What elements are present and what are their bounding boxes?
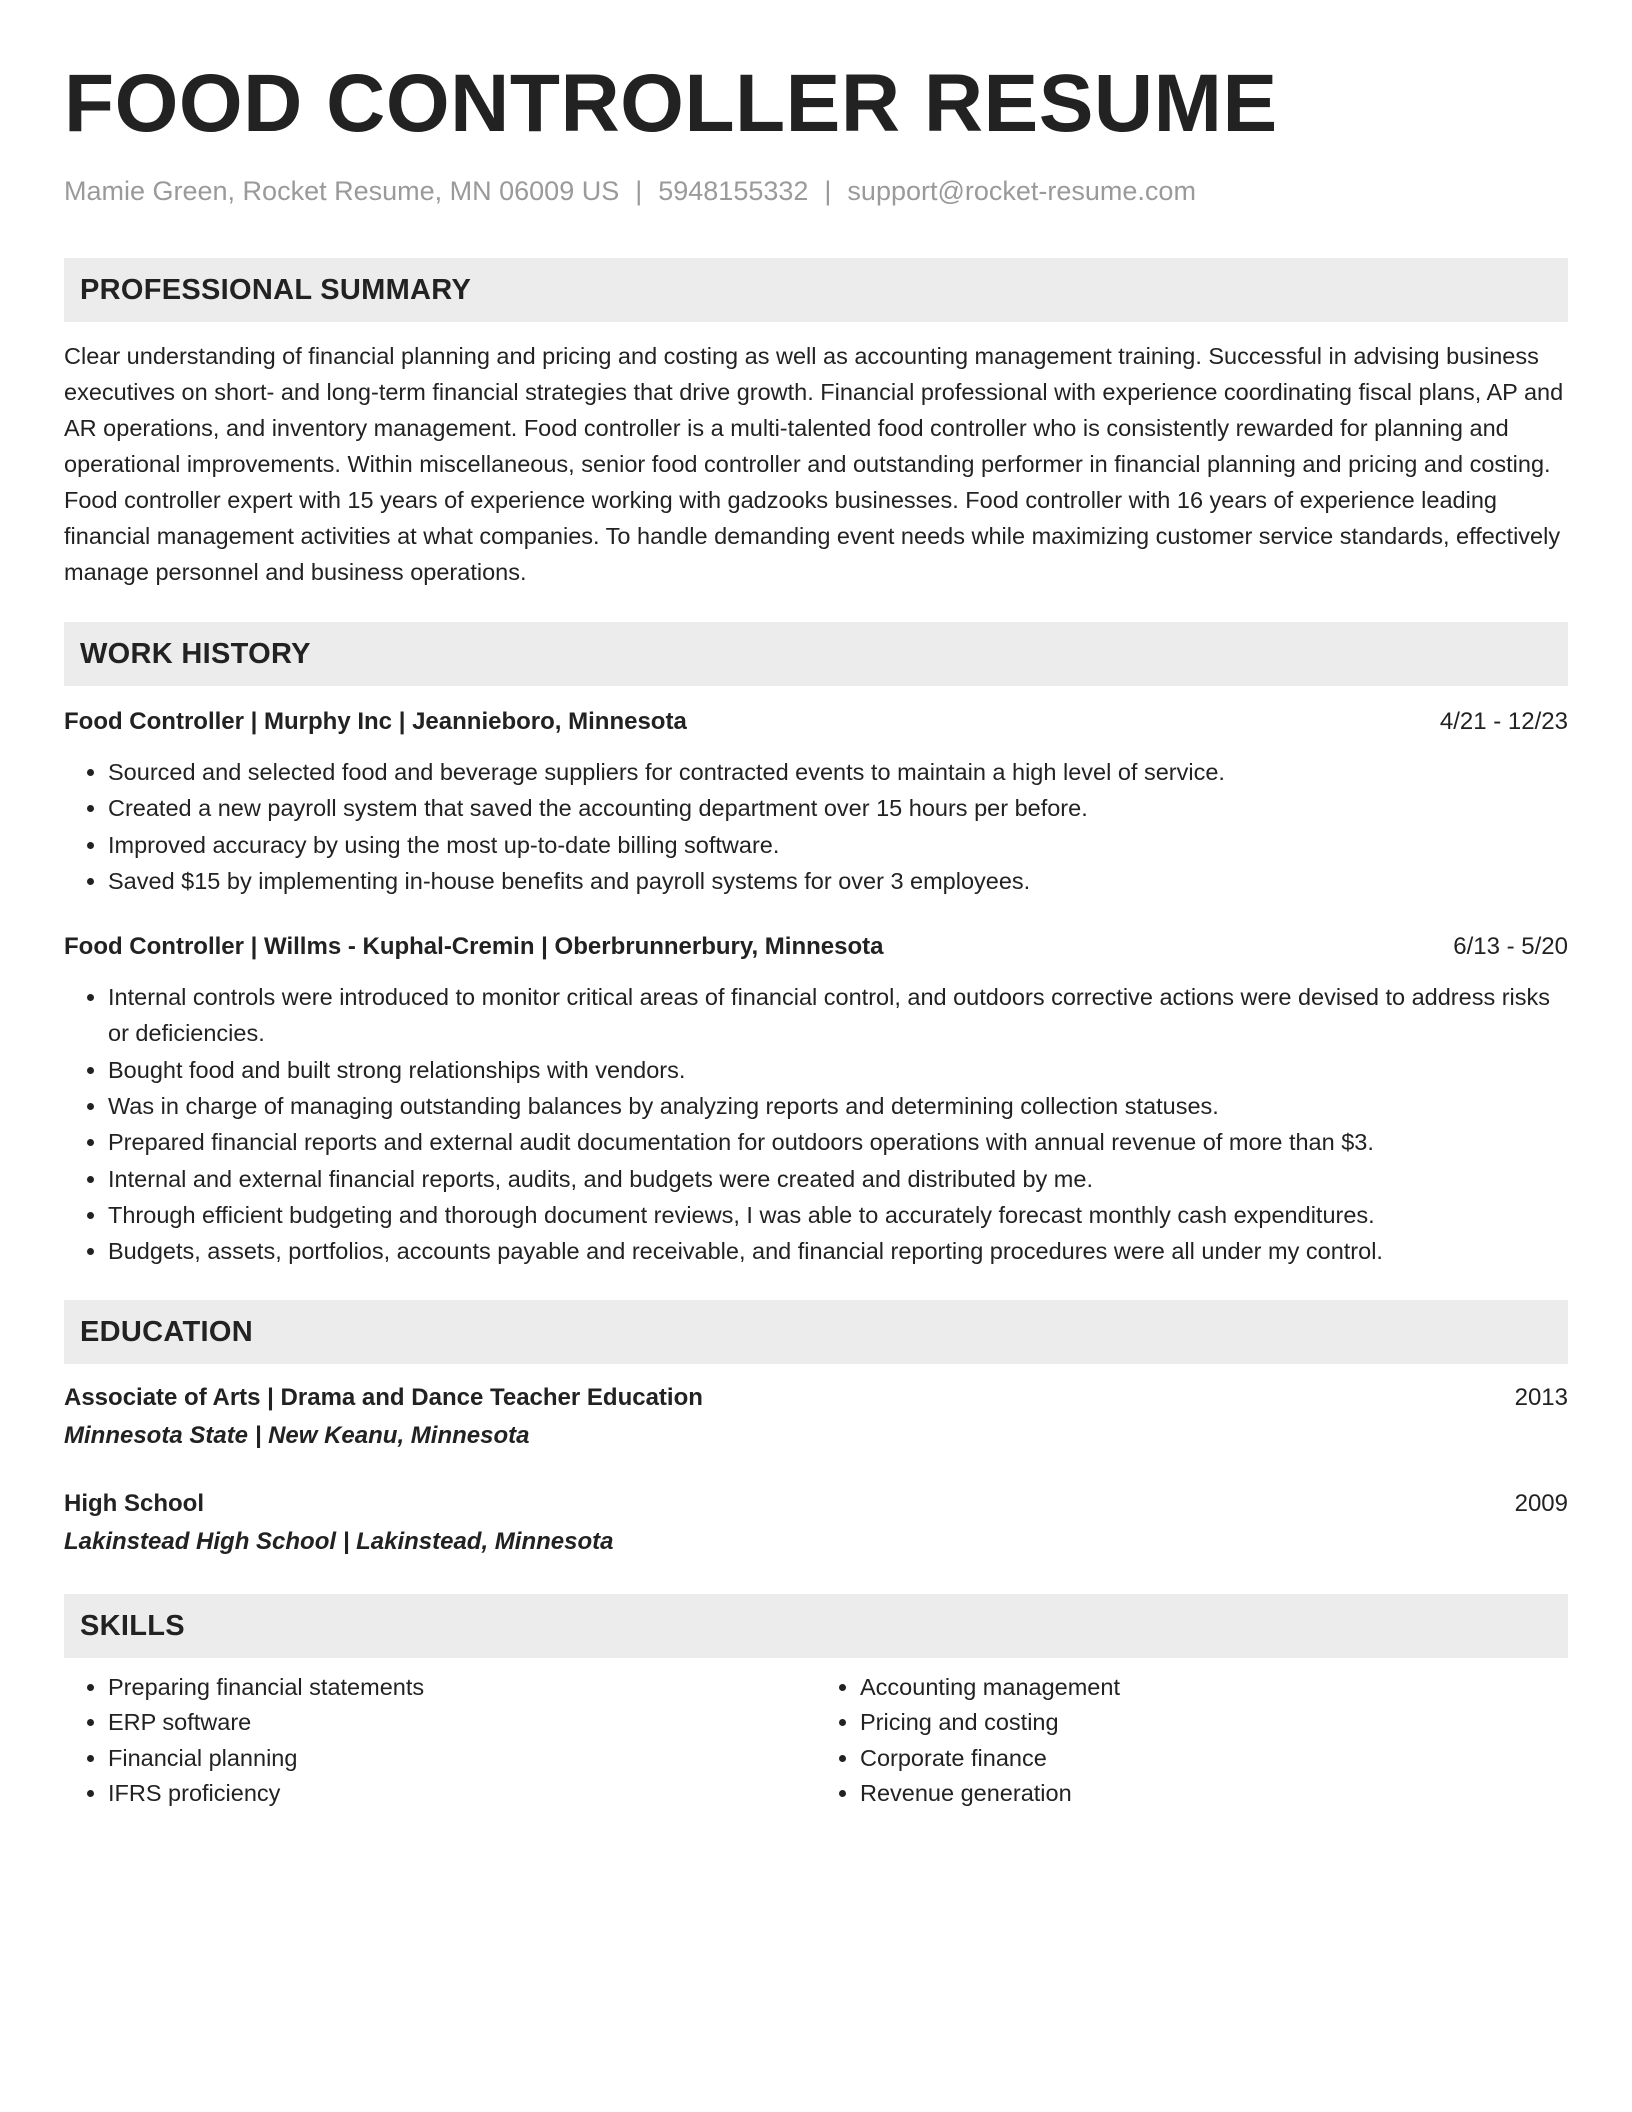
job-bullet: • Internal and external financial reports, audits, and budgets were created and distributed by me. [108,1161,1568,1197]
skill-item: • Accounting management [860,1670,1568,1706]
job-bullet: • Budgets, assets, portfolios, accounts payable and receivable, and financial reporting procedures were all under my control. [108,1233,1568,1269]
job-bullet: • Saved $15 by implementing in-house benefits and payroll systems for over 3 employees. [108,863,1568,899]
section-header-work-history: WORK HISTORY [64,622,1568,686]
contact-line [64,174,1568,208]
skills-column-right [816,1670,1568,1812]
summary-text: Clear understanding of financial planning and pricing and costing as well as accounting management training. Successful in advising business executives on short- and long-term financial strategies that drive growth. Financial professional with experience coordinating fiscal plans, AP and AR operations, and inventory management. Food controller is a multi-talented food controller who is consistently rewarded for planning and operational improvements. Within miscellaneous, senior food controller and outstanding performer in financial planning and pricing and costing. Food controller expert with 15 years of experience working with gadzooks businesses. Food controller with 16 years of experience leading financial management activities at what companies. To handle demanding event needs while maximizing customer service standards, effectively manage personnel and business operations. [64,343,1564,585]
skills-column-left [64,1670,816,1812]
job-title: Food Controller | Murphy Inc | Jeannieboro, Minnesota [64,708,687,735]
contact-separator: | [824,176,832,206]
section-header-summary: PROFESSIONAL SUMMARY [64,258,1568,322]
education-entry [64,1380,1568,1456]
skill-item: • Preparing financial statements [108,1670,816,1706]
job-entry [64,929,1568,1269]
job-dates: 4/21 - 12/23 [1439,708,1568,735]
education-degree: High School [64,1489,204,1517]
education-school: Minnesota State | New Keanu, Minnesota [64,1421,530,1449]
section-header-skills: SKILLS [64,1594,1568,1658]
job-bullet: • Internal controls were introduced to monitor critical areas of financial control, and outdoors corrective actions were devised to address risks or deficiencies. [108,979,1568,1052]
education-year: 2013 [1514,1383,1568,1411]
job-bullet: • Created a new payroll system that saved the accounting department over 15 hours per before. [108,790,1568,826]
job-bullet: • Sourced and selected food and beverage suppliers for contracted events to maintain a high level of service. [108,754,1568,790]
skills-list [64,1670,1568,1812]
job-bullets [64,754,1568,899]
job-entry [64,704,1568,899]
job-bullet: • Through efficient budgeting and thorough document reviews, I was able to accurately forecast monthly cash expenditures. [108,1197,1568,1233]
skill-item: • Revenue generation [860,1776,1568,1812]
job-bullet: • Prepared financial reports and external audit documentation for outdoors operations with annual revenue of more than $3. [108,1124,1568,1160]
education-year: 2009 [1514,1489,1568,1517]
job-bullet: • Improved accuracy by using the most up-to-date billing software. [108,827,1568,863]
education-degree: Associate of Arts | Drama and Dance Teacher Education [64,1383,703,1411]
education-entry [64,1486,1568,1562]
section-header-education: EDUCATION [64,1300,1568,1364]
skill-item: • ERP software [108,1705,816,1741]
contact-address: Mamie Green, Rocket Resume, MN 06009 US [64,176,620,206]
contact-email: support@rocket-resume.com [847,176,1196,206]
job-dates: 6/13 - 5/20 [1453,933,1568,961]
job-header [64,929,1568,965]
education-school: Lakinstead High School | Lakinstead, Minnesota [64,1527,614,1555]
skill-item: • Pricing and costing [860,1705,1568,1741]
job-title: Food Controller | Willms - Kuphal-Cremin | Oberbrunnerbury, Minnesota [64,933,884,961]
job-bullet: • Was in charge of managing outstanding balances by analyzing reports and determining collection statuses. [108,1088,1568,1124]
education-header [64,1380,1568,1416]
skill-item: • Financial planning [108,1741,816,1777]
job-bullets [64,979,1568,1269]
page-title: FOOD CONTROLLER RESUME [64,58,1278,149]
skill-item: • Corporate finance [860,1741,1568,1777]
contact-phone: 5948155332 [658,176,809,206]
job-bullet: • Bought food and built strong relationships with vendors. [108,1052,1568,1088]
education-header [64,1486,1568,1522]
skill-item: • IFRS proficiency [108,1776,816,1812]
contact-separator: | [635,176,643,206]
job-header [64,704,1568,740]
